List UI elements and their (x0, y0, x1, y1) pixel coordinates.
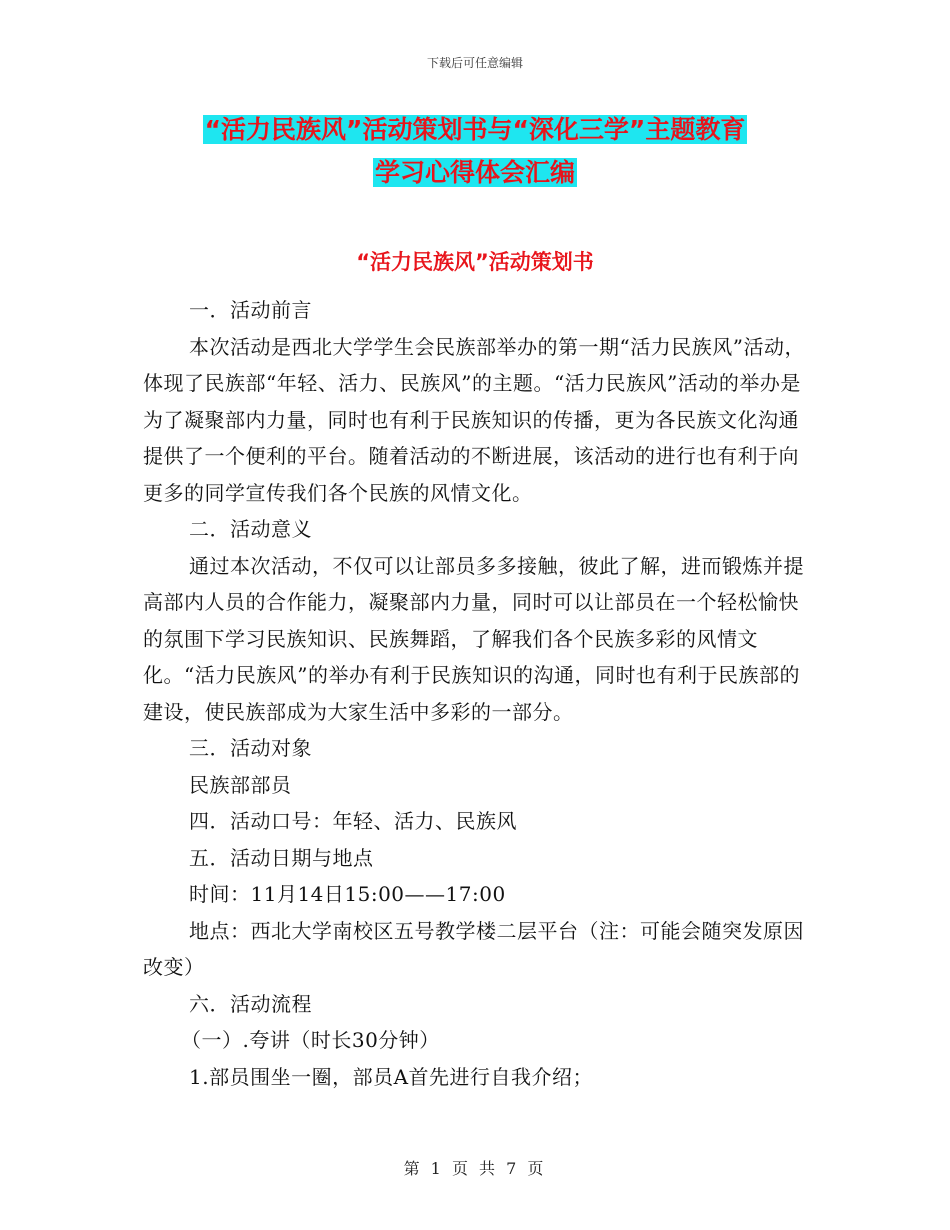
list-item-1: 1.部员围坐一圈，部员A首先进行自我介绍； (189, 1064, 594, 1089)
page-footer: 第 1 页 共 7 页 (403, 1159, 547, 1178)
title-highlight-1: “活力民族风”活动策划书与“深化三学”主题教育 (204, 115, 746, 144)
paragraph-time: 时间：11月14日15:00——17:00 (189, 882, 506, 906)
heading-slogan: 四．活动口号：年轻、活力、民族风 (189, 809, 517, 833)
paragraph-target: 民族部部员 (189, 772, 292, 797)
document-title-line-1 (0, 110, 950, 150)
section-title: “活力民族风”活动策划书 (356, 250, 594, 274)
paragraph-preface: 本次活动是西北大学学生会民族部举办的第一期“活力民族风”活动，体现了民族部“年轻、活力、民族风”的主题。“活力民族风”活动的举办是为了凝聚部内力量，同时也有利于民族知识的传播，更为各民族文化沟通提供了一个便利的平台。随着活动的不断进展，该活动的进行也有利于向更多的同学宣传我们各个民族的风情文化。 (143, 334, 805, 505)
document-body (143, 292, 808, 1095)
title-highlight-2: 学习心得体会汇编 (374, 158, 575, 187)
paragraph-location: 地点：西北大学南校区五号教学楼二层平台（注：可能会随突发原因改变） (143, 918, 804, 979)
paragraph-significance: 通过本次活动，不仅可以让部员多多接触，彼此了解，进而锻炼并提高部内人员的合作能力，凝聚部内力量，同时可以让部员在一个轻松愉快的氛围下学习民族知识、民族舞蹈，了解我们各个民族多彩的风情文化。“活力民族风”的举办有利于民族知识的沟通，同时也有利于民族部的建设，使民族部成为大家生活中多彩的一部分。 (143, 553, 804, 724)
heading-target: 三．活动对象 (189, 736, 312, 760)
heading-preface: 一．活动前言 (189, 298, 312, 322)
heading-significance: 二．活动意义 (189, 517, 312, 541)
header-note: 下载后可任意编辑 (426, 56, 523, 70)
heading-process: 六．活动流程 (189, 991, 312, 1016)
heading-date-location: 五．活动日期与地点 (189, 845, 374, 870)
subheading-process-1: （一）.夸讲（时长30分钟） (181, 1028, 440, 1052)
document-title-line-2 (0, 153, 950, 193)
